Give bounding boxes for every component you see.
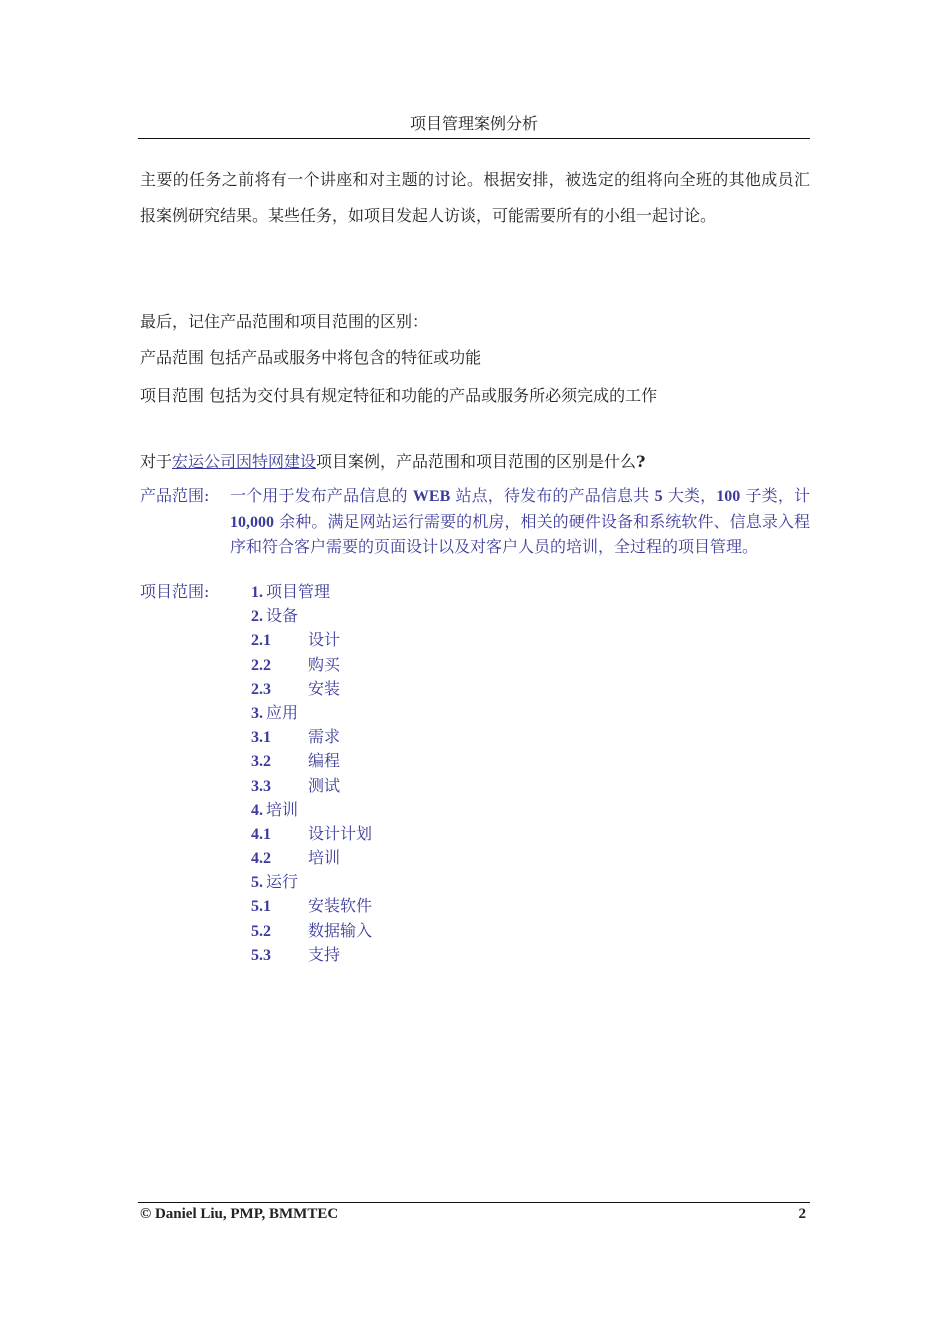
scope-item: [251, 580, 372, 604]
scope-item-text: 购买: [308, 654, 341, 674]
scope-item: [251, 701, 372, 725]
scope-item-number: 4.: [251, 801, 263, 819]
scope-item: [251, 943, 372, 967]
page-number: 2: [798, 1206, 806, 1222]
scope-item: [251, 604, 372, 628]
product-answer-web: WEB: [412, 488, 451, 505]
project-scope-label: 项目范围:: [140, 582, 210, 601]
scope-item: [251, 919, 372, 943]
scope-item: [251, 822, 372, 846]
product-scope-answer: [230, 484, 810, 560]
product-scope-label: 产品范围:: [140, 486, 210, 505]
scope-item-text: 培训: [308, 848, 341, 868]
project-scope-list: [251, 580, 372, 967]
scope-item-text: 运行: [266, 872, 299, 892]
product-answer-text: 站点，待发布的产品信息共: [450, 486, 655, 505]
scope-item-number: 2.3: [251, 680, 271, 698]
scope-item: [251, 846, 372, 870]
scope-item: [251, 870, 372, 894]
question-suffix: 项目案例，产品范围和项目范围的区别是什么: [316, 452, 637, 471]
scope-item-number: 3.1: [251, 729, 271, 747]
scope-item-number: 2.2: [251, 656, 271, 674]
product-scope-definition: 产品范围 包括产品或服务中将包含的特征或功能: [140, 348, 482, 367]
scope-item-number: 2.1: [251, 632, 271, 650]
scope-item-number: 1.: [251, 584, 263, 601]
header-rule: [138, 138, 810, 139]
scope-item-text: 项目管理: [266, 582, 331, 601]
scope-item: [251, 774, 372, 798]
question-mark: ?: [636, 452, 646, 471]
scope-item: [251, 894, 372, 918]
scope-item: [251, 725, 372, 749]
scope-item-text: 数据输入: [308, 920, 373, 940]
scope-item-text: 支持: [308, 944, 341, 964]
scope-item: [251, 628, 372, 652]
product-answer-count: 10,000: [230, 513, 274, 531]
scope-item-number: 5.: [251, 874, 263, 892]
question-prefix: 对于: [140, 452, 173, 471]
scope-item: [251, 798, 372, 822]
footer-copyright: © Daniel Liu, PMP, BMMTEC: [140, 1206, 339, 1222]
scope-item-number: 5.3: [251, 946, 271, 964]
page-footer: [140, 1204, 806, 1224]
scope-item-number: 4.2: [251, 850, 271, 868]
product-answer-subcategories: 100: [716, 488, 741, 505]
scope-item: [251, 653, 372, 677]
reminder-line: 最后，记住产品范围和项目范围的区别：: [140, 312, 429, 331]
scope-item-text: 编程: [308, 751, 341, 771]
product-answer-categories: 5: [654, 488, 663, 505]
product-answer-text: 大类，: [662, 486, 717, 505]
page-header-title: 项目管理案例分析: [409, 114, 538, 133]
scope-item-number: 3.2: [251, 753, 271, 771]
scope-item: [251, 677, 372, 701]
scope-item-number: 4.1: [251, 825, 271, 843]
scope-item-text: 设计计划: [308, 823, 373, 843]
product-answer-text: 子类，计: [740, 486, 810, 505]
scope-item-number: 5.1: [251, 898, 271, 916]
scope-item-text: 安装软件: [308, 896, 373, 916]
product-answer-text: 余种。满足网站运行需要的机房，相关的硬件设备和系统软件、信息录入程序和符合客户需要的页面设计以及对客户人员的培训，全过程的项目管理。: [230, 511, 810, 556]
scope-item-number: 3.3: [251, 777, 271, 795]
product-answer-text: 一个用于发布产品信息的: [230, 486, 413, 505]
scope-item-text: 培训: [266, 799, 299, 819]
scope-item-text: 设计: [308, 630, 341, 650]
project-scope-definition: 项目范围 包括为交付具有规定特征和功能的产品或服务所必须完成的工作: [140, 386, 658, 405]
scope-item-text: 测试: [308, 775, 341, 795]
scope-item-text: 应用: [266, 702, 299, 722]
intro-paragraph: 主要的任务之前将有一个讲座和对主题的讨论。根据安排，被选定的组将向全班的其他成员汇报案例研究结果。某些任务，如项目发起人访谈，可能需要所有的小组一起讨论。: [140, 170, 810, 225]
scope-item-text: 设备: [266, 606, 299, 626]
case-question: [140, 452, 645, 472]
scope-item: [251, 749, 372, 773]
scope-item-number: 5.2: [251, 922, 271, 940]
scope-item-number: 3.: [251, 704, 263, 722]
scope-item-text: 安装: [308, 678, 341, 698]
footer-rule: [138, 1202, 810, 1203]
scope-item-number: 2.: [251, 608, 263, 626]
scope-item-text: 需求: [308, 727, 341, 747]
case-link[interactable]: 宏运公司因特网建设: [172, 452, 317, 471]
